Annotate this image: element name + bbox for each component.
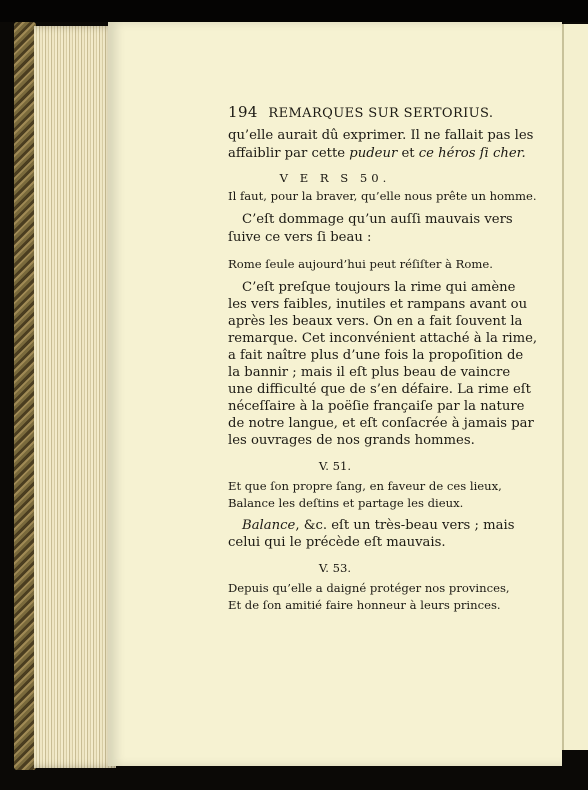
running-header (228, 104, 493, 122)
text-line: remarque. Cet inconvénient attaché à la rime, (228, 331, 538, 346)
text-line: a fait naître plus d’une fois la propoſition de (228, 348, 524, 363)
verse-heading: V. 51. (318, 459, 352, 473)
book-binding (14, 22, 36, 770)
text-line: la bannir ; mais il eſt plus beau de vaincre (228, 365, 511, 380)
running-head-title: REMARQUES SUR SERTORIUS. (268, 106, 494, 121)
text-line: C’eſt dommage qu’un auſſi mauvais vers (242, 212, 513, 227)
verse-heading: V. 53. (318, 561, 352, 575)
quoted-verse: Et de ſon amitié faire honneur à leurs princes. (228, 598, 501, 612)
quoted-verse: Et que ſon propre ſang, en faveur de ces lieux, (228, 479, 502, 493)
quoted-verse: Il faut, pour la braver, qu’elle nous prête un homme. (228, 189, 537, 203)
page-number: 194 (228, 103, 258, 121)
background-shadow (0, 0, 588, 22)
quoted-verse: Depuis qu’elle a daigné protéger nos provinces, (228, 581, 510, 595)
text-line: de notre langue, et eſt conſacrée à jamais par (228, 416, 534, 431)
facing-page-edge (562, 24, 588, 750)
text-line: néceſſaire à la poëſie françaiſe par la nature (228, 399, 525, 414)
text-line: ſuive ce vers ſi beau : (228, 230, 372, 245)
text-line: les ouvrages de nos grands hommes. (228, 433, 475, 448)
text-line: C’eſt preſque toujours la rime qui amène (242, 280, 516, 295)
text-line: les vers faibles, inutiles et rampans avant ou (228, 297, 528, 312)
text-line: Balance, &c. eſt un très-beau vers ; mais (242, 518, 515, 533)
text-line: une difficulté que de s’en défaire. La rime eſt (228, 382, 531, 397)
book-page (108, 22, 562, 766)
text-line: affaiblir par cette pudeur et ce héros ſi cher. (228, 146, 526, 161)
quoted-verse: Rome ſeule aujourd’hui peut réſiſter à Rome. (228, 257, 493, 271)
text-line: qu’elle aurait dû exprimer. Il ne fallait pas les (228, 128, 534, 143)
text-line: après les beaux vers. On en a fait ſouvent la (228, 314, 523, 329)
quoted-verse: Balance les deſtins et partage les dieux. (228, 496, 464, 510)
page-edges (34, 26, 116, 768)
verse-heading: V E R S 50. (279, 171, 391, 185)
text-line: celui qui le précède eſt mauvais. (228, 535, 446, 550)
